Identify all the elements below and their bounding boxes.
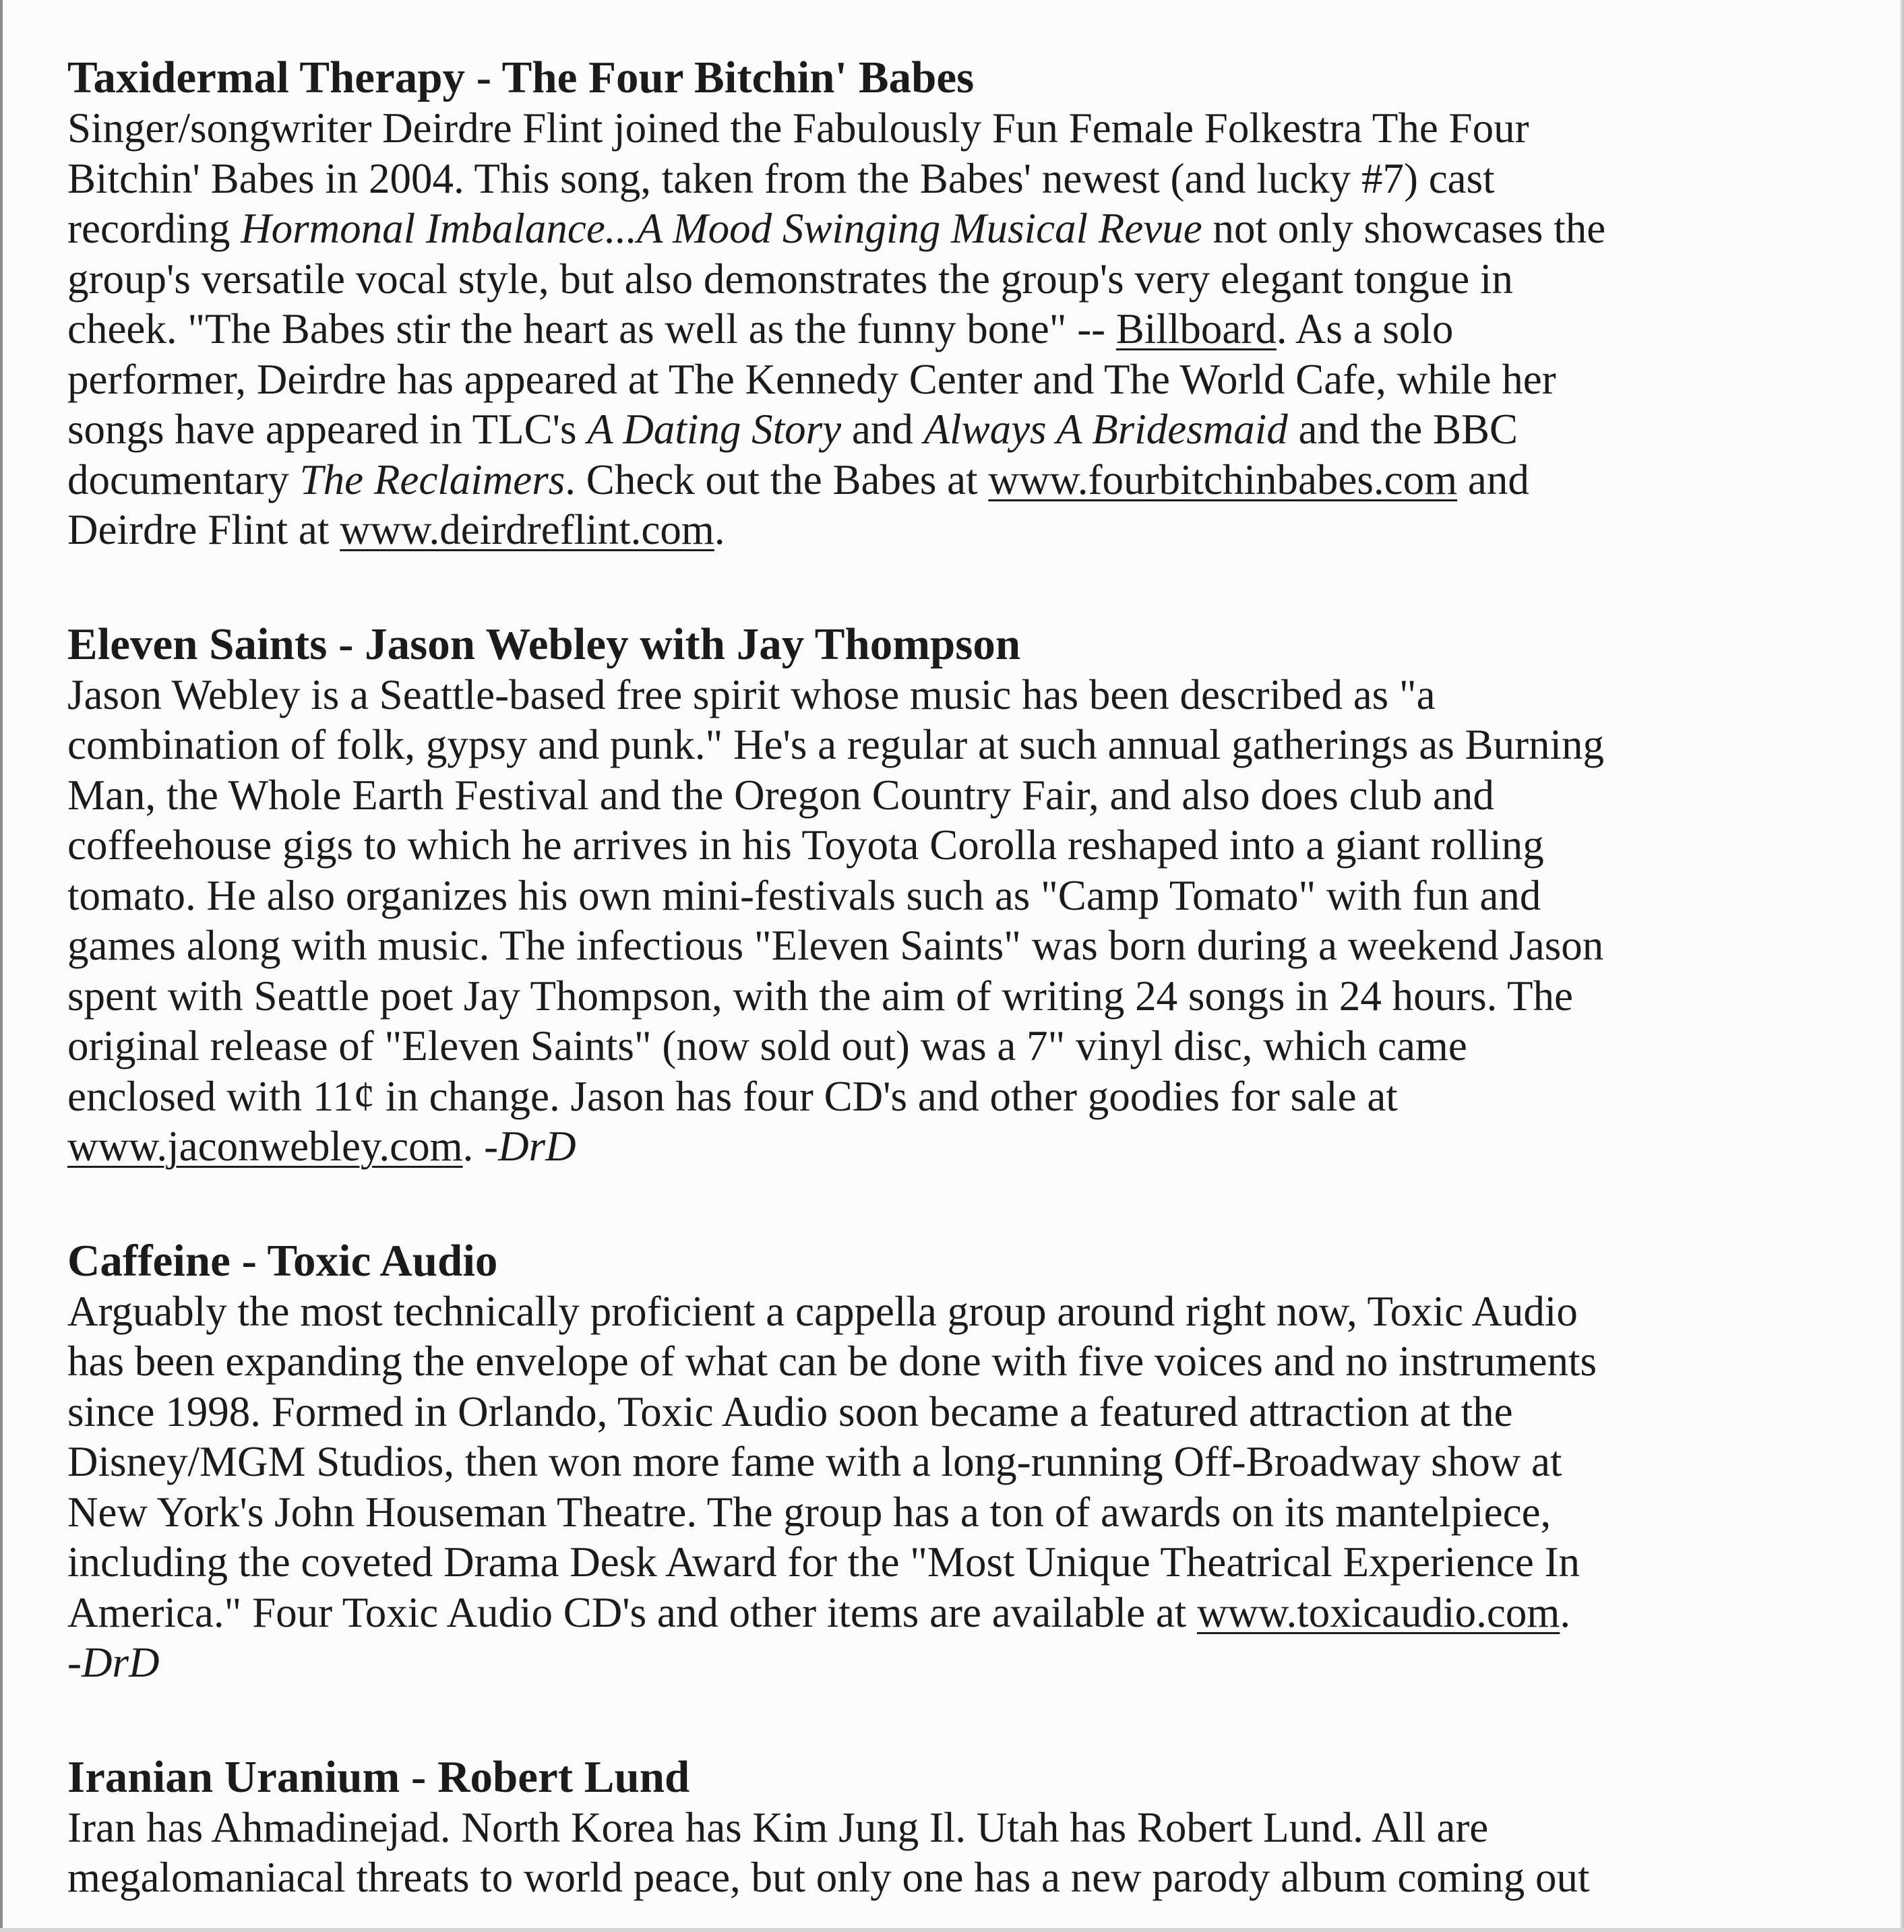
text-run: combination of folk, gypsy and punk." He's a regular at such annual gatherings as Burning: [67, 721, 1605, 768]
text-line: [67, 404, 1887, 455]
page-left-edge: [0, 0, 3, 1932]
text-run: America." Four Toxic Audio CD's and other items are available at: [67, 1588, 1198, 1636]
text-line: [67, 304, 1887, 354]
page-bottom-edge: [0, 1928, 1904, 1932]
page-right-edge: [1900, 0, 1904, 1932]
track-title: Taxidermal Therapy - The Four Bitchin' Babes: [67, 53, 975, 102]
text-line: [67, 921, 1887, 971]
web-link[interactable]: www.toxicaudio.com: [1197, 1588, 1560, 1636]
track-title: Caffeine - Toxic Audio: [67, 1235, 498, 1286]
text-line: [67, 455, 1887, 505]
text-run: .: [1560, 1588, 1571, 1636]
text-line: [67, 1437, 1887, 1487]
text-run: not only showcases the: [1202, 205, 1606, 252]
track-entry: [67, 53, 1887, 555]
text-line: [67, 154, 1887, 204]
web-link[interactable]: www.jaconwebley.com: [67, 1123, 463, 1170]
text-run: Jason Webley is a Seattle-based free spirit whose music has been described as "a: [67, 671, 1436, 718]
track-description: [67, 670, 1887, 1172]
italic-text: Hormonal Imbalance...A Mood Swinging Musical Revue: [241, 205, 1202, 252]
track-description: [67, 1803, 1887, 1903]
text-run: recording: [67, 205, 241, 252]
text-line: [67, 204, 1887, 254]
text-run: . Check out the Babes at: [565, 456, 989, 503]
text-line: [67, 1121, 1887, 1172]
text-run: performer, Deirdre has appeared at The Kennedy Center and The World Cafe, while her: [67, 355, 1556, 403]
text-run: Disney/MGM Studios, then won more fame with a long-running Off-Broadway show at: [67, 1438, 1562, 1485]
text-run: games along with music. The infectious "Eleven Saints" was born during a weekend Jason: [67, 922, 1604, 969]
liner-notes-page: [67, 53, 1887, 1903]
text-run: coffeehouse gigs to which he arrives in his Toyota Corolla reshaped into a giant rolling: [67, 821, 1544, 869]
text-run: since 1998. Formed in Orlando, Toxic Audio soon became a featured attraction at the: [67, 1388, 1513, 1435]
text-line: [67, 770, 1887, 821]
web-link[interactable]: www.fourbitchinbabes.com: [988, 456, 1458, 503]
text-run: and: [841, 406, 924, 453]
text-line: [67, 1537, 1887, 1588]
italic-text: The Reclaimers: [299, 456, 565, 503]
text-run: enclosed with 11¢ in change. Jason has four CD's and other goodies for sale at: [67, 1072, 1398, 1120]
text-line: [67, 1588, 1887, 1638]
text-line: [67, 505, 1887, 555]
text-run: has been expanding the envelope of what can be done with five voices and no instruments: [67, 1338, 1597, 1385]
track-entry: [67, 1236, 1887, 1688]
text-run: original release of "Eleven Saints" (now sold out) was a 7" vinyl disc, which came: [67, 1022, 1467, 1069]
text-run: cheek. "The Babes stir the heart as well as the funny bone" --: [67, 305, 1116, 352]
text-run: including the coveted Drama Desk Award for the "Most Unique Theatrical Experience In: [67, 1538, 1580, 1586]
text-line: [67, 1021, 1887, 1071]
italic-text: A Dating Story: [587, 406, 842, 453]
italic-text: -DrD: [484, 1123, 576, 1170]
text-run: Deirdre Flint at: [67, 506, 340, 553]
text-run: documentary: [67, 456, 300, 503]
text-line: [67, 1487, 1887, 1538]
text-run: .: [462, 1123, 485, 1170]
text-line: [67, 1336, 1887, 1387]
web-link[interactable]: www.deirdreflint.com: [340, 506, 714, 553]
text-line: [67, 670, 1887, 720]
text-run: Arguably the most technically proficient a cappella group around right now, Toxic Audio: [67, 1287, 1578, 1335]
text-line: [67, 1286, 1887, 1337]
text-line: [67, 1638, 1887, 1688]
text-run: group's versatile vocal style, but also demonstrates the group's very elegant tongue in: [67, 255, 1513, 303]
text-line: [67, 354, 1887, 405]
text-run: .: [714, 506, 725, 553]
track-title: Eleven Saints - Jason Webley with Jay Thompson: [67, 619, 1021, 669]
italic-text: Always A Bridesmaid: [923, 406, 1288, 453]
text-run: Man, the Whole Earth Festival and the Oregon Country Fair, and also does club and: [67, 771, 1494, 819]
text-run: New York's John Houseman Theatre. The group has a ton of awards on its mantelpiece,: [67, 1488, 1552, 1536]
text-run: tomato. He also organizes his own mini-festivals such as "Camp Tomato" with fun and: [67, 871, 1541, 919]
text-run: and the BBC: [1287, 406, 1518, 453]
track-description: [67, 103, 1887, 555]
text-line: [67, 820, 1887, 871]
text-run: Bitchin' Babes in 2004. This song, taken from the Babes' newest (and lucky #7) cast: [67, 154, 1495, 202]
text-line: [67, 254, 1887, 305]
track-entry: [67, 619, 1887, 1172]
text-line: [67, 971, 1887, 1022]
text-line: [67, 1387, 1887, 1437]
text-line: [67, 103, 1887, 154]
web-link[interactable]: Billboard: [1115, 305, 1277, 352]
italic-text: -DrD: [67, 1639, 160, 1686]
text-run: Iran has Ahmadinejad. North Korea has Kim Jung Il. Utah has Robert Lund. All are: [67, 1803, 1489, 1851]
text-run: spent with Seattle poet Jay Thompson, with the aim of writing 24 songs in 24 hours. The: [67, 972, 1573, 1020]
text-run: megalomaniacal threats to world peace, but only one has a new parody album coming out: [67, 1854, 1590, 1901]
track-description: [67, 1286, 1887, 1688]
text-line: [67, 1071, 1887, 1122]
text-run: songs have appeared in TLC's: [67, 406, 588, 453]
text-line: [67, 1803, 1887, 1853]
text-run: . As a solo: [1276, 305, 1454, 352]
track-entry: [67, 1752, 1887, 1903]
text-run: Singer/songwriter Deirdre Flint joined the Fabulously Fun Female Folkestra The Four: [67, 104, 1529, 152]
track-title: Iranian Uranium - Robert Lund: [67, 1751, 690, 1802]
text-line: [67, 871, 1887, 921]
text-run: and: [1457, 456, 1529, 503]
text-line: [67, 720, 1887, 770]
text-line: [67, 1852, 1887, 1903]
